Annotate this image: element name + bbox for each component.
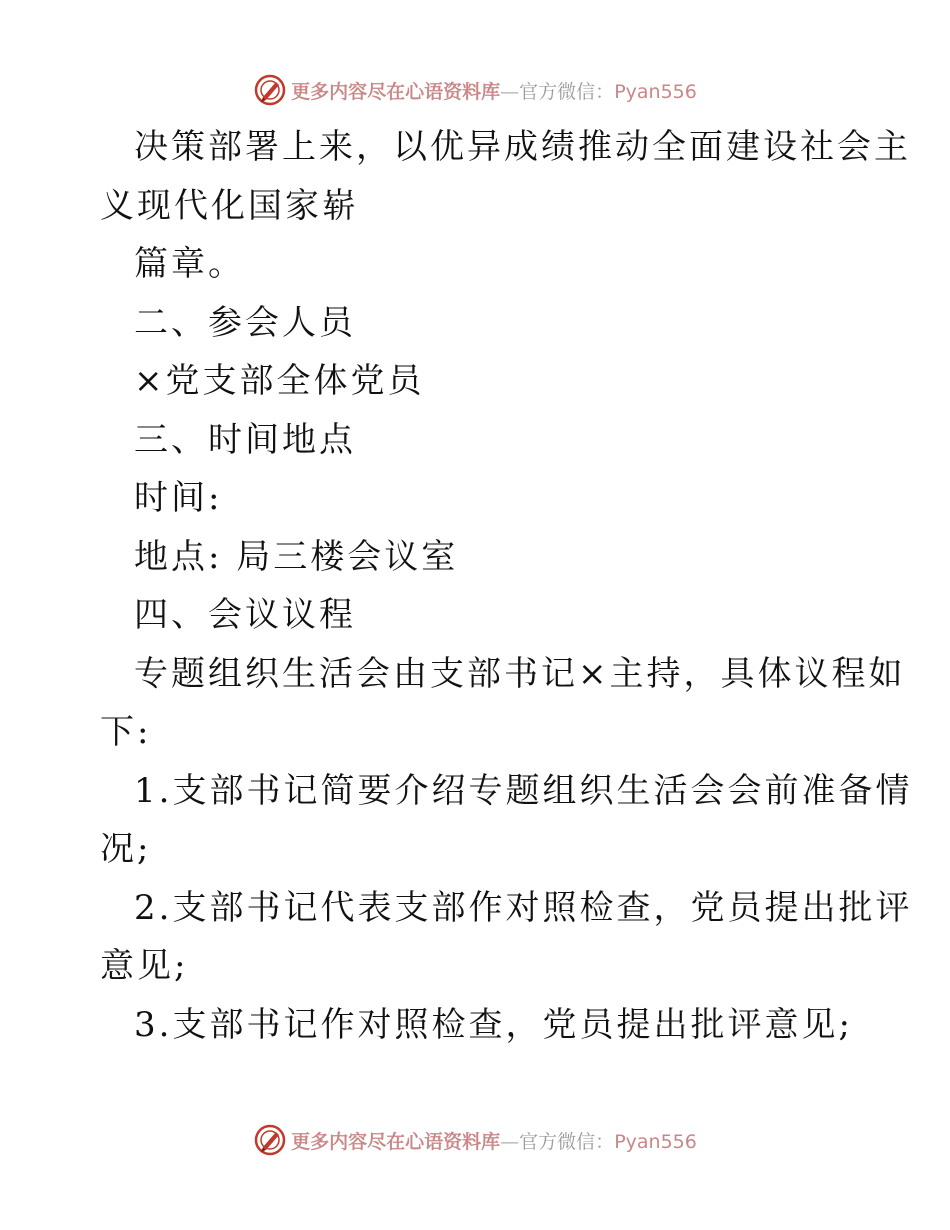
document-body	[100, 118, 913, 1054]
header-banner	[0, 70, 950, 110]
paragraph-line: 时间:	[134, 478, 223, 518]
footer-banner	[0, 1120, 950, 1160]
agenda-item-continuation: 意见;	[100, 946, 189, 986]
pen-circle-logo-icon	[253, 1123, 287, 1157]
section-heading: 二、参会人员	[134, 302, 356, 343]
section-heading: 三、时间地点	[134, 419, 356, 460]
paragraph-line: 专题组织生活会由支部书记×主持，具体议程如	[134, 653, 906, 694]
pen-circle-logo-icon	[253, 73, 287, 107]
paragraph-line: 地点: 局三楼会议室	[134, 536, 459, 577]
paragraph-line: 决策部署上来，以优异成绩推动全面建设社会主	[134, 127, 911, 167]
paragraph-line: ×党支部全体党员	[134, 361, 425, 401]
agenda-item: 1.支部书记简要介绍专题组织生活会会前准备情	[134, 770, 913, 811]
footer-banner-text: 更多内容尽在心语资料库—官方微信：Pyan556	[291, 1130, 697, 1153]
agenda-item-continuation: 况;	[100, 829, 152, 869]
agenda-item: 3.支部书记作对照检查，党员提出批评意见;	[134, 1004, 853, 1045]
agenda-item: 2.支部书记代表支部作对照检查，党员提出批评	[134, 887, 913, 928]
paragraph-line: 下:	[100, 712, 152, 752]
section-heading: 四、会议议程	[134, 595, 356, 635]
paragraph-line: 义现代化国家崭	[100, 185, 359, 226]
header-banner-text: 更多内容尽在心语资料库—官方微信：Pyan556	[291, 80, 697, 103]
paragraph-line: 篇章。	[134, 244, 245, 284]
